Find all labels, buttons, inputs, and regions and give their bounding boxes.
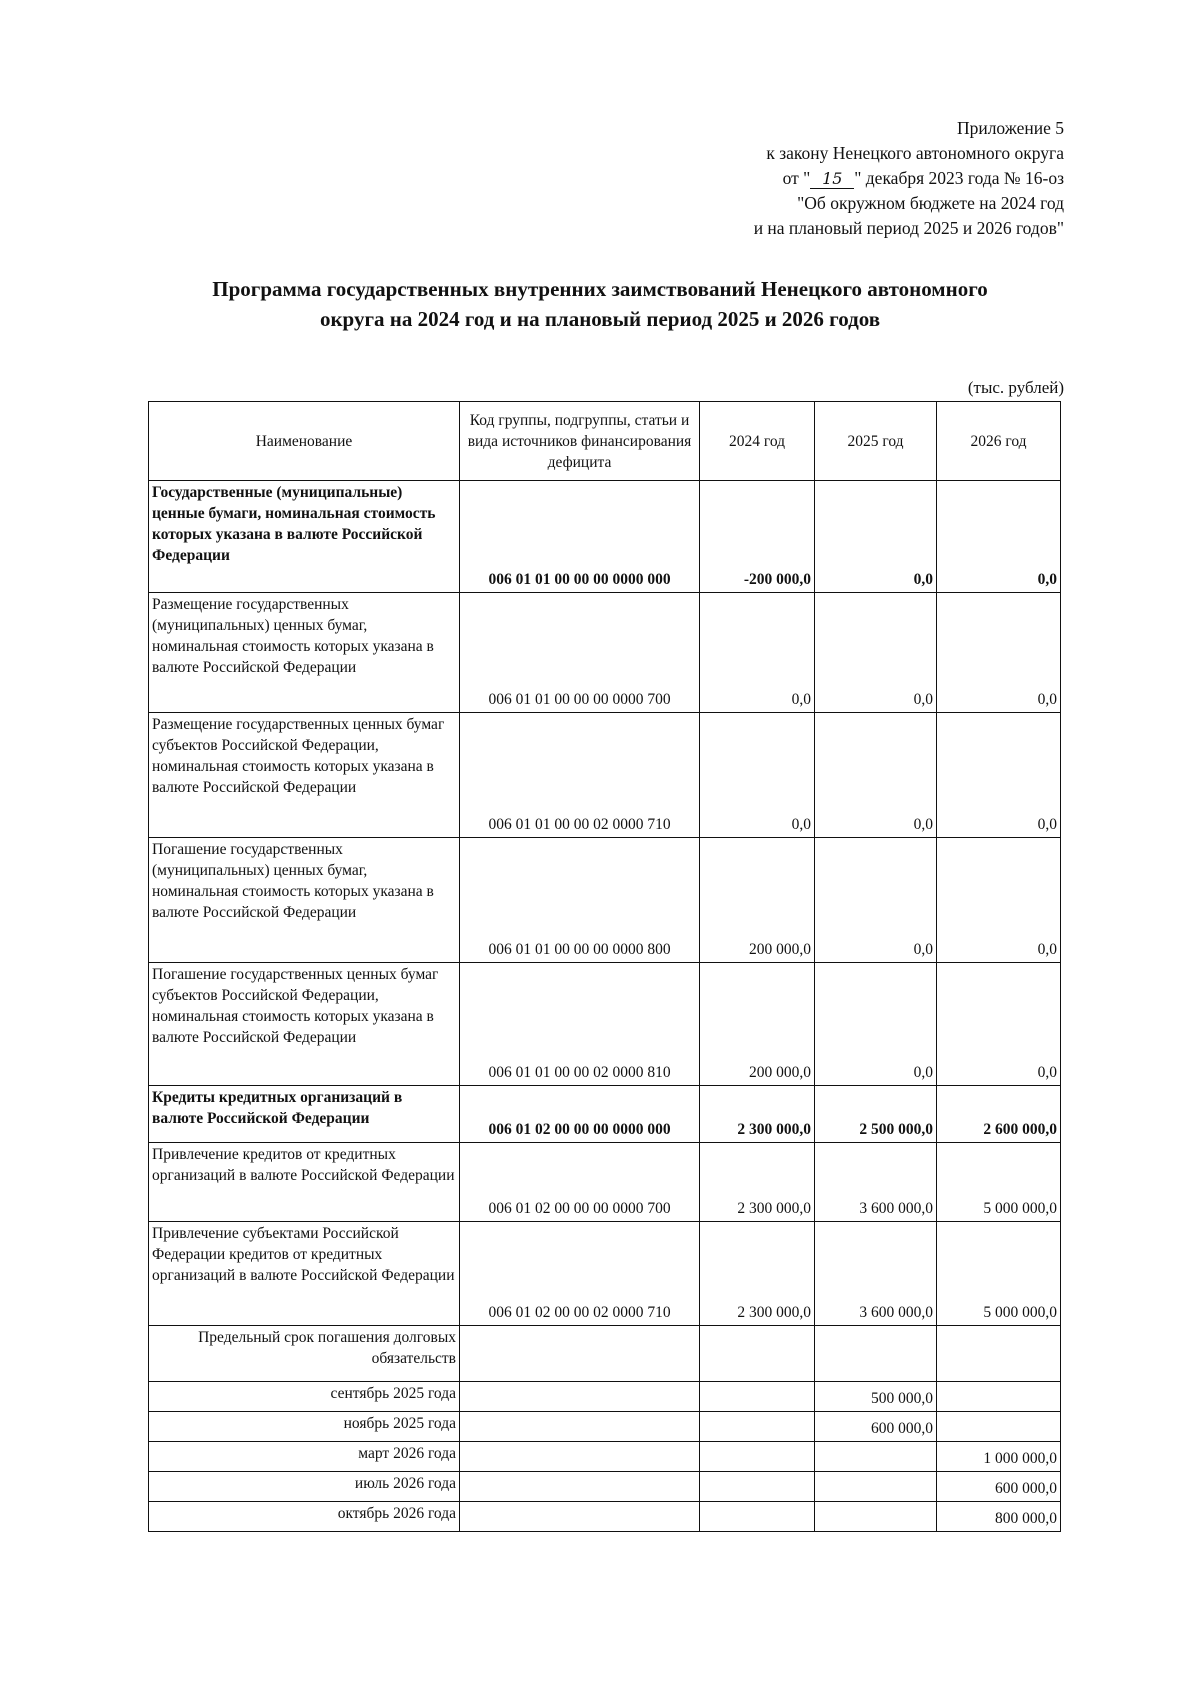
- row-2024: 0,0: [700, 713, 815, 838]
- row-code: 006 01 01 00 00 00 0000 700: [460, 593, 700, 713]
- table-row: [149, 1382, 1061, 1412]
- header-code: Код группы, подгруппы, статьи и вида источников финансирования дефицита: [460, 402, 700, 481]
- row-2025: 0,0: [815, 963, 937, 1086]
- row-2024: 2 300 000,0: [700, 1086, 815, 1143]
- row-2025: [815, 1472, 937, 1502]
- row-2025: 2 500 000,0: [815, 1086, 937, 1143]
- row-2026: 0,0: [937, 713, 1061, 838]
- row-code: 006 01 01 00 00 02 0000 710: [460, 713, 700, 838]
- borrowing-program-table: [148, 401, 1061, 1532]
- row-2026: [937, 1326, 1061, 1382]
- title-line2: округа на 2024 год и на плановый период 2025 и 2026 годов: [319, 307, 881, 331]
- row-name: Погашение государственных ценных бумаг субъектов Российской Федерации, номинальная стоимость которых указана в валюте Российской Федерации: [149, 963, 460, 1086]
- table-row: [149, 1143, 1061, 1222]
- table-row: [149, 1442, 1061, 1472]
- appendix-number: Приложение 5: [956, 118, 1064, 138]
- handwritten-day: 15: [810, 170, 854, 189]
- row-2026: 5 000 000,0: [937, 1222, 1061, 1326]
- row-code: 006 01 02 00 00 00 0000 700: [460, 1143, 700, 1222]
- row-name: Государственные (муниципальные) ценные бумаги, номинальная стоимость которых указана в валюте Российской Федерации: [149, 481, 460, 593]
- row-2025: 600 000,0: [815, 1412, 937, 1442]
- row-2025: 500 000,0: [815, 1382, 937, 1412]
- row-2024: 0,0: [700, 593, 815, 713]
- row-2024: [700, 1442, 815, 1472]
- row-2026: 1 000 000,0: [937, 1442, 1061, 1472]
- row-2026: 2 600 000,0: [937, 1086, 1061, 1143]
- row-2026: 800 000,0: [937, 1502, 1061, 1532]
- table-header-row: [149, 402, 1061, 481]
- row-2026: 0,0: [937, 593, 1061, 713]
- row-2025: [815, 1442, 937, 1472]
- table-row: [149, 481, 1061, 593]
- document-header: [754, 116, 1064, 241]
- row-2024: 2 300 000,0: [700, 1143, 815, 1222]
- row-2024: [700, 1412, 815, 1442]
- row-2025: 0,0: [815, 593, 937, 713]
- row-2025: 3 600 000,0: [815, 1222, 937, 1326]
- row-name: Привлечение кредитов от кредитных организаций в валюте Российской Федерации: [149, 1143, 460, 1222]
- row-2024: [700, 1382, 815, 1412]
- row-2025: [815, 1502, 937, 1532]
- row-2026: 5 000 000,0: [937, 1143, 1061, 1222]
- row-code: [460, 1326, 700, 1382]
- row-2024: 2 300 000,0: [700, 1222, 815, 1326]
- row-2025: [815, 1326, 937, 1382]
- table-row: [149, 1222, 1061, 1326]
- row-name: июль 2026 года: [149, 1472, 460, 1502]
- row-2026: 0,0: [937, 481, 1061, 593]
- row-code: [460, 1472, 700, 1502]
- row-name: Погашение государственных (муниципальных) ценных бумаг, номинальная стоимость которых указана в валюте Российской Федерации: [149, 838, 460, 963]
- row-code: 006 01 02 00 00 02 0000 710: [460, 1222, 700, 1326]
- row-name: Размещение государственных (муниципальных) ценных бумаг, номинальная стоимость которых указана в валюте Российской Федерации: [149, 593, 460, 713]
- row-code: [460, 1382, 700, 1412]
- law-title-line2: и на плановый период 2025 и 2026 годов": [753, 218, 1064, 238]
- row-2026: [937, 1382, 1061, 1412]
- row-code: [460, 1502, 700, 1532]
- table-row: [149, 713, 1061, 838]
- row-name: сентябрь 2025 года: [149, 1382, 460, 1412]
- table-row: [149, 1502, 1061, 1532]
- row-2025: 0,0: [815, 481, 937, 593]
- row-2026: 0,0: [937, 838, 1061, 963]
- table-row: [149, 838, 1061, 963]
- row-2026: 600 000,0: [937, 1472, 1061, 1502]
- law-reference: к закону Ненецкого автономного округа: [766, 143, 1064, 163]
- table-row: [149, 963, 1061, 1086]
- table-row: [149, 593, 1061, 713]
- row-2025: 0,0: [815, 838, 937, 963]
- units-label: (тыс. рублей): [967, 378, 1064, 397]
- row-code: [460, 1412, 700, 1442]
- row-2024: 200 000,0: [700, 963, 815, 1086]
- table-row: [149, 1472, 1061, 1502]
- row-code: 006 01 01 00 00 00 0000 000: [460, 481, 700, 593]
- table-row: [149, 1412, 1061, 1442]
- law-date: от " 15 " декабря 2023 года № 16-оз: [782, 168, 1064, 188]
- law-title-line1: "Об окружном бюджете на 2024 год: [797, 193, 1064, 213]
- row-name: Предельный срок погашения долговых обязательств: [149, 1326, 460, 1382]
- row-name: Привлечение субъектами Российской Федерации кредитов от кредитных организаций в валюте Российской Федерации: [149, 1222, 460, 1326]
- header-2026: 2026 год: [937, 402, 1061, 481]
- row-code: 006 01 01 00 00 02 0000 810: [460, 963, 700, 1086]
- header-name: Наименование: [149, 402, 460, 481]
- row-2026: 0,0: [937, 963, 1061, 1086]
- header-2025: 2025 год: [815, 402, 937, 481]
- row-name: Размещение государственных ценных бумаг субъектов Российской Федерации, номинальная стоимость которых указана в валюте Российской Федерации: [149, 713, 460, 838]
- row-2024: 200 000,0: [700, 838, 815, 963]
- row-name: ноябрь 2025 года: [149, 1412, 460, 1442]
- table-row: [149, 1086, 1061, 1143]
- row-code: 006 01 01 00 00 00 0000 800: [460, 838, 700, 963]
- document-title: [140, 274, 1060, 334]
- row-name: март 2026 года: [149, 1442, 460, 1472]
- row-2024: -200 000,0: [700, 481, 815, 593]
- row-2025: 0,0: [815, 713, 937, 838]
- row-name: октябрь 2026 года: [149, 1502, 460, 1532]
- row-2024: [700, 1502, 815, 1532]
- header-2024: 2024 год: [700, 402, 815, 481]
- row-2026: [937, 1412, 1061, 1442]
- row-code: 006 01 02 00 00 00 0000 000: [460, 1086, 700, 1143]
- row-name: Кредиты кредитных организаций в валюте Российской Федерации: [149, 1086, 460, 1143]
- row-2025: 3 600 000,0: [815, 1143, 937, 1222]
- row-2024: [700, 1472, 815, 1502]
- row-code: [460, 1442, 700, 1472]
- table-row: [149, 1326, 1061, 1382]
- title-line1: Программа государственных внутренних заимствований Ненецкого автономного: [212, 277, 988, 301]
- row-2024: [700, 1326, 815, 1382]
